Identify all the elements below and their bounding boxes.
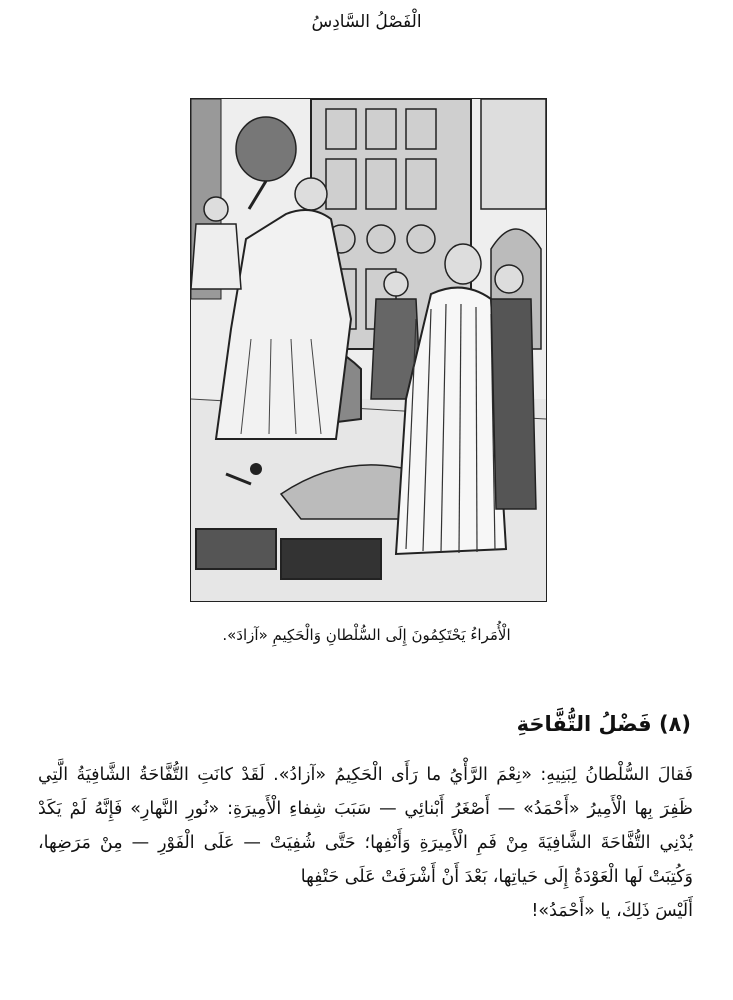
- body-last-line: أَلَيْسَ ذَلِكَ، يا «أَحْمَدُ»!: [531, 901, 693, 921]
- body-paragraph: فَقالَ السُّلْطانُ لِبَنِيهِ: «نِعْمَ الرَّأْيُ ما رَأَى الْحَكِيمُ «آزادُ». لَقَدْ كانَتِ التُّفَّاحَةُ الشَّافِيَةُ الَّتِي ظَفِرَ بِها الْأَمِيرُ «أَحْمَدُ» — أَصْغَرُ أَبْنائِي — سَبَبَ شِفاءِ الْأَمِيرَةِ: «نُورِ النَّهارِ» فَإِنَّهُ لَمْ يَكَدْ يُدْنِي التُّفَّاحَةَ الشَّافِيَةَ مِنْ فَمِ الْأَمِيرَةِ وَأَنْفِها؛ حَتَّى شُفِيَتْ — عَلَى الْفَوْرِ — مِنْ مَرَضِها، وَكُتِبَتْ لَها الْعَوْدَةُ إِلَى حَياتِها، بَعْدَ أَنْ أَشْرَفَتْ عَلَى حَتْفِها: [38, 765, 693, 887]
- section-title: (٨) فَضْلُ التُّفَّاحَةِ: [516, 712, 691, 736]
- illustration-drawing: [191, 99, 546, 601]
- illustration: [190, 98, 547, 602]
- illustration-caption: الْأُمَراءُ يَحْتَكِمُونَ إِلَى السُّلْطانِ وَالْحَكِيمِ «آزادَ».: [222, 626, 511, 644]
- body-text: [38, 758, 693, 928]
- chapter-header: الْفَصْلُ السَّادِسُ: [311, 12, 422, 32]
